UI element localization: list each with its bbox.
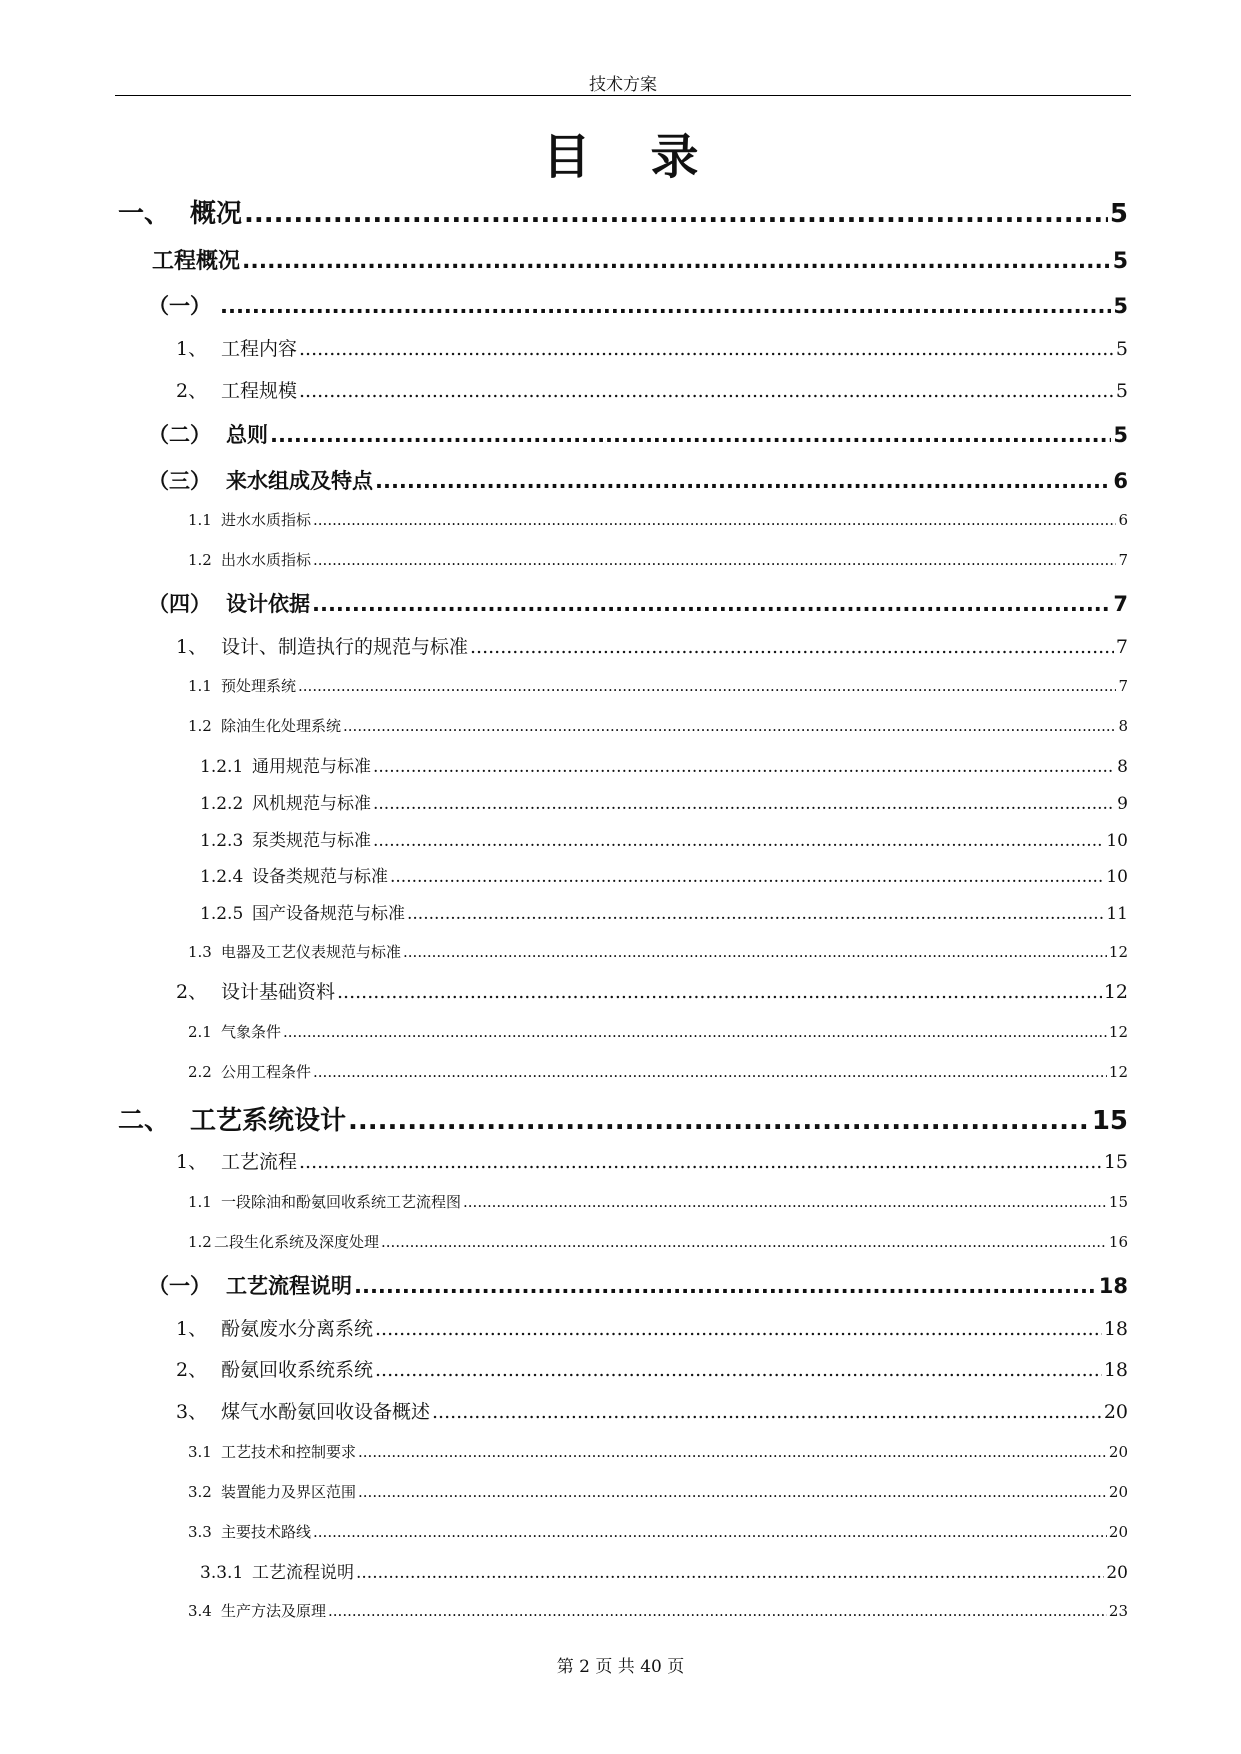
toc-entry-text: 气象条件 xyxy=(221,1023,282,1041)
toc-entry[interactable] xyxy=(188,549,1128,570)
toc-entry-text: 总则 xyxy=(226,423,268,447)
toc-entry[interactable] xyxy=(176,977,1128,1004)
toc-dot-leader xyxy=(283,1023,1107,1041)
toc-entry-number: 1.2.1 xyxy=(200,757,244,777)
toc-dot-leader xyxy=(390,867,1104,887)
toc-dot-leader xyxy=(403,943,1107,961)
toc-entry-page: 11 xyxy=(1106,904,1128,924)
toc-dot-leader xyxy=(220,294,1111,318)
toc-entry-page: 5 xyxy=(1115,338,1128,360)
toc-entry-page: 20 xyxy=(1106,1563,1128,1583)
toc-dot-leader xyxy=(244,199,1108,229)
toc-entry-number: 1.2.4 xyxy=(200,867,244,887)
toc-dot-leader xyxy=(358,1483,1107,1501)
toc-entry-text: 预处理系统 xyxy=(221,677,297,695)
toc-entry-number: 1.2 xyxy=(188,1233,212,1251)
toc-entry-number: 1.2 xyxy=(188,551,212,569)
toc-entry[interactable] xyxy=(148,419,1128,449)
toc-entry-number: （三） xyxy=(148,469,211,493)
toc-entry-page: 12 xyxy=(1108,1023,1128,1041)
toc-entry[interactable] xyxy=(188,509,1128,530)
toc-dot-leader xyxy=(312,592,1111,616)
toc-entry-page: 12 xyxy=(1103,981,1128,1003)
toc-entry[interactable] xyxy=(188,1441,1128,1462)
toc-entry-number: 3.3.1 xyxy=(200,1563,244,1583)
toc-dot-leader xyxy=(463,1193,1107,1211)
toc-entry-text: 煤气水酚氨回收设备概述 xyxy=(221,1401,431,1423)
toc-entry-page: 16 xyxy=(1108,1233,1128,1251)
toc-entry[interactable] xyxy=(148,1270,1128,1300)
toc-entry-number: （一） xyxy=(148,294,211,318)
toc-entry-text: 出水水质指标 xyxy=(221,551,312,569)
toc-entry-number: 2、 xyxy=(176,380,208,402)
toc-entry[interactable] xyxy=(200,752,1128,777)
toc-entry[interactable] xyxy=(148,588,1128,618)
toc-entry-text: 进水水质指标 xyxy=(221,511,312,529)
toc-entry-text: 酚氨废水分离系统 xyxy=(221,1318,374,1340)
toc-entry-page: 20 xyxy=(1108,1483,1128,1501)
header-divider xyxy=(115,95,1131,96)
toc-entry-page: 10 xyxy=(1106,867,1128,887)
toc-entry[interactable] xyxy=(188,675,1128,696)
toc-entry[interactable] xyxy=(176,1355,1128,1382)
toc-dot-leader xyxy=(313,551,1116,569)
toc-entry-text: 工艺系统设计 xyxy=(190,1106,347,1136)
toc-entry-number: 1.2.3 xyxy=(200,831,244,851)
toc-entry-page: 8 xyxy=(1118,717,1128,735)
toc-dot-leader xyxy=(299,338,1114,360)
toc-dot-leader xyxy=(375,469,1111,493)
toc-entry[interactable] xyxy=(188,1481,1128,1502)
toc-entry-page: 7 xyxy=(1113,592,1128,616)
page-footer: 第 2 页 共 40 页 xyxy=(556,1657,685,1677)
toc-entry-text: 工程规模 xyxy=(221,380,298,402)
toc-entry-text: 公用工程条件 xyxy=(221,1063,312,1081)
toc-dot-leader xyxy=(299,380,1114,402)
toc-entry-number: 3.2 xyxy=(188,1483,212,1501)
toc-entry[interactable] xyxy=(188,1061,1128,1082)
toc-dot-leader xyxy=(358,1443,1107,1461)
toc-entry-page: 15 xyxy=(1091,1106,1128,1136)
toc-entry-page: 23 xyxy=(1108,1602,1128,1620)
toc-entry[interactable] xyxy=(176,1314,1128,1341)
toc-entry-number: 1.3 xyxy=(188,943,212,961)
toc-entry-number: （一） xyxy=(148,1274,211,1298)
toc-entry[interactable] xyxy=(148,465,1128,495)
toc-entry-text: 工程概况 xyxy=(152,249,241,274)
toc-entry-page: 20 xyxy=(1103,1401,1128,1423)
toc-entry-number: 3.1 xyxy=(188,1443,212,1461)
toc-entry-page: 20 xyxy=(1108,1523,1128,1541)
toc-entry-page: 8 xyxy=(1117,757,1128,777)
toc-dot-leader xyxy=(348,1106,1090,1136)
toc-dot-leader xyxy=(343,717,1116,735)
toc-entry-text: 国产设备规范与标准 xyxy=(252,904,405,924)
toc-entry-number: 一、 xyxy=(118,199,171,229)
toc-entry[interactable] xyxy=(188,1521,1128,1542)
toc-entry-page: 7 xyxy=(1118,551,1128,569)
toc-entry-page: 5 xyxy=(1112,249,1128,274)
toc-entry[interactable] xyxy=(176,376,1128,403)
toc-dot-leader xyxy=(313,511,1116,529)
toc-entry[interactable] xyxy=(118,1100,1128,1137)
toc-entry-page: 6 xyxy=(1113,469,1128,493)
toc-entry-page: 6 xyxy=(1118,511,1128,529)
toc-dot-leader xyxy=(373,757,1115,777)
toc-entry-text: 二段生化系统及深度处理 xyxy=(214,1233,380,1251)
toc-entry-number: （二） xyxy=(148,423,211,447)
toc-entry-number: 1.1 xyxy=(188,1193,212,1211)
toc-dot-leader xyxy=(375,1359,1102,1381)
toc-entry[interactable] xyxy=(188,1191,1128,1212)
toc-entry-page: 9 xyxy=(1117,794,1128,814)
toc-entry[interactable] xyxy=(188,715,1128,736)
toc-entry[interactable] xyxy=(188,941,1128,962)
toc-dot-leader xyxy=(470,636,1114,658)
toc-entry-page: 5 xyxy=(1113,294,1128,318)
toc-entry-page: 7 xyxy=(1115,636,1128,658)
toc-entry-number: 2.2 xyxy=(188,1063,212,1081)
toc-entry-number: 1、 xyxy=(176,1151,208,1173)
toc-entry[interactable] xyxy=(176,1397,1128,1424)
toc-entry-text: 设计依据 xyxy=(226,592,310,616)
toc-entry[interactable] xyxy=(188,1021,1128,1042)
toc-entry-number: 1.2.5 xyxy=(200,904,244,924)
toc-entry-number: 1.1 xyxy=(188,677,212,695)
toc-entry-page: 5 xyxy=(1113,423,1128,447)
toc-dot-leader xyxy=(373,831,1104,851)
toc-entry[interactable] xyxy=(188,1231,1128,1252)
toc-entry-page: 18 xyxy=(1098,1274,1128,1298)
toc-entry-text: 一段除油和酚氨回收系统工艺流程图 xyxy=(221,1193,462,1211)
toc-entry[interactable] xyxy=(176,632,1128,659)
toc-dot-leader xyxy=(432,1401,1102,1423)
toc-entry[interactable] xyxy=(200,826,1128,851)
toc-dot-leader xyxy=(373,794,1115,814)
toc-entry-number: 二、 xyxy=(118,1106,171,1136)
toc-title-char-2: 录 xyxy=(650,129,699,185)
toc-entry-number: 2、 xyxy=(176,1359,208,1381)
toc-entry-text: 通用规范与标准 xyxy=(252,757,371,777)
toc-dot-leader xyxy=(337,981,1102,1003)
toc-entry-number: 2.1 xyxy=(188,1023,212,1041)
toc-entry-text: 电器及工艺仪表规范与标准 xyxy=(221,943,402,961)
toc-entry-page: 10 xyxy=(1106,831,1128,851)
toc-entry-number: 3、 xyxy=(176,1401,208,1423)
toc-entry-page: 20 xyxy=(1108,1443,1128,1461)
toc-entry[interactable] xyxy=(148,290,1128,320)
toc-entry[interactable] xyxy=(188,1600,1128,1621)
toc-entry-page: 5 xyxy=(1109,199,1128,229)
toc-entry[interactable] xyxy=(176,334,1128,361)
toc-dot-leader xyxy=(356,1563,1104,1583)
toc-entry-text: 设计基础资料 xyxy=(221,981,336,1003)
toc-dot-leader xyxy=(381,1233,1107,1251)
toc-entry-number: 2、 xyxy=(176,981,208,1003)
page-header: 技术方案 xyxy=(589,75,657,95)
toc-entry[interactable] xyxy=(200,899,1128,924)
toc-dot-leader xyxy=(354,1274,1097,1298)
toc-dot-leader xyxy=(270,423,1111,447)
toc-entry-number: 1.2.2 xyxy=(200,794,244,814)
toc-entry[interactable] xyxy=(118,193,1128,230)
toc-entry-text: 来水组成及特点 xyxy=(226,469,373,493)
toc-entry-page: 15 xyxy=(1103,1151,1128,1173)
toc-entry-number: 1.2 xyxy=(188,717,212,735)
toc-entry-number: 1、 xyxy=(176,636,208,658)
toc-entry-number: 1、 xyxy=(176,1318,208,1340)
toc-entry-number: （四） xyxy=(148,592,211,616)
toc-entry-page: 5 xyxy=(1115,380,1128,402)
toc-entry-text: 装置能力及界区范围 xyxy=(221,1483,357,1501)
toc-entry[interactable] xyxy=(200,789,1128,814)
toc-entry-text: 除油生化处理系统 xyxy=(221,717,342,735)
toc-entry-text: 主要技术路线 xyxy=(221,1523,312,1541)
toc-entry[interactable] xyxy=(152,244,1128,275)
toc-entry-text: 设备类规范与标准 xyxy=(252,867,388,887)
toc-entry-number: 1.1 xyxy=(188,511,212,529)
toc-dot-leader xyxy=(328,1602,1107,1620)
toc-entry[interactable] xyxy=(176,1147,1128,1174)
toc-entry[interactable] xyxy=(200,862,1128,887)
toc-entry-text: 设计、制造执行的规范与标准 xyxy=(221,636,469,658)
toc-entry-text: 工艺流程说明 xyxy=(226,1274,352,1298)
toc-dot-leader xyxy=(242,249,1111,274)
toc-entry-text: 工艺流程说明 xyxy=(252,1563,354,1583)
toc-entry-page: 12 xyxy=(1108,943,1128,961)
toc-dot-leader xyxy=(298,677,1116,695)
toc-entry-text: 泵类规范与标准 xyxy=(252,831,371,851)
toc-dot-leader xyxy=(407,904,1104,924)
toc-dot-leader xyxy=(313,1523,1107,1541)
toc-title-char-1: 目 xyxy=(542,129,591,185)
toc-entry-page: 18 xyxy=(1103,1359,1128,1381)
toc-entry-text: 酚氨回收系统系统 xyxy=(221,1359,374,1381)
toc-entry-text: 工程内容 xyxy=(221,338,298,360)
toc-entry-text: 风机规范与标准 xyxy=(252,794,371,814)
toc-entry[interactable] xyxy=(200,1558,1128,1583)
toc-entry-page: 18 xyxy=(1103,1318,1128,1340)
toc-entry-page: 7 xyxy=(1118,677,1128,695)
toc-dot-leader xyxy=(299,1151,1102,1173)
toc-entry-text: 概况 xyxy=(190,199,243,229)
toc-entry-number: 1、 xyxy=(176,338,208,360)
toc-entry-number: 3.3 xyxy=(188,1523,212,1541)
toc-entry-number: 3.4 xyxy=(188,1602,212,1620)
toc-entry-page: 12 xyxy=(1108,1063,1128,1081)
toc-entry-text: 工艺流程 xyxy=(221,1151,298,1173)
toc-title xyxy=(0,118,1241,187)
toc-entry-text: 生产方法及原理 xyxy=(221,1602,327,1620)
toc-entry-text: 工艺技术和控制要求 xyxy=(221,1443,357,1461)
toc-dot-leader xyxy=(375,1318,1102,1340)
toc-entry-page: 15 xyxy=(1108,1193,1128,1211)
toc-dot-leader xyxy=(313,1063,1107,1081)
